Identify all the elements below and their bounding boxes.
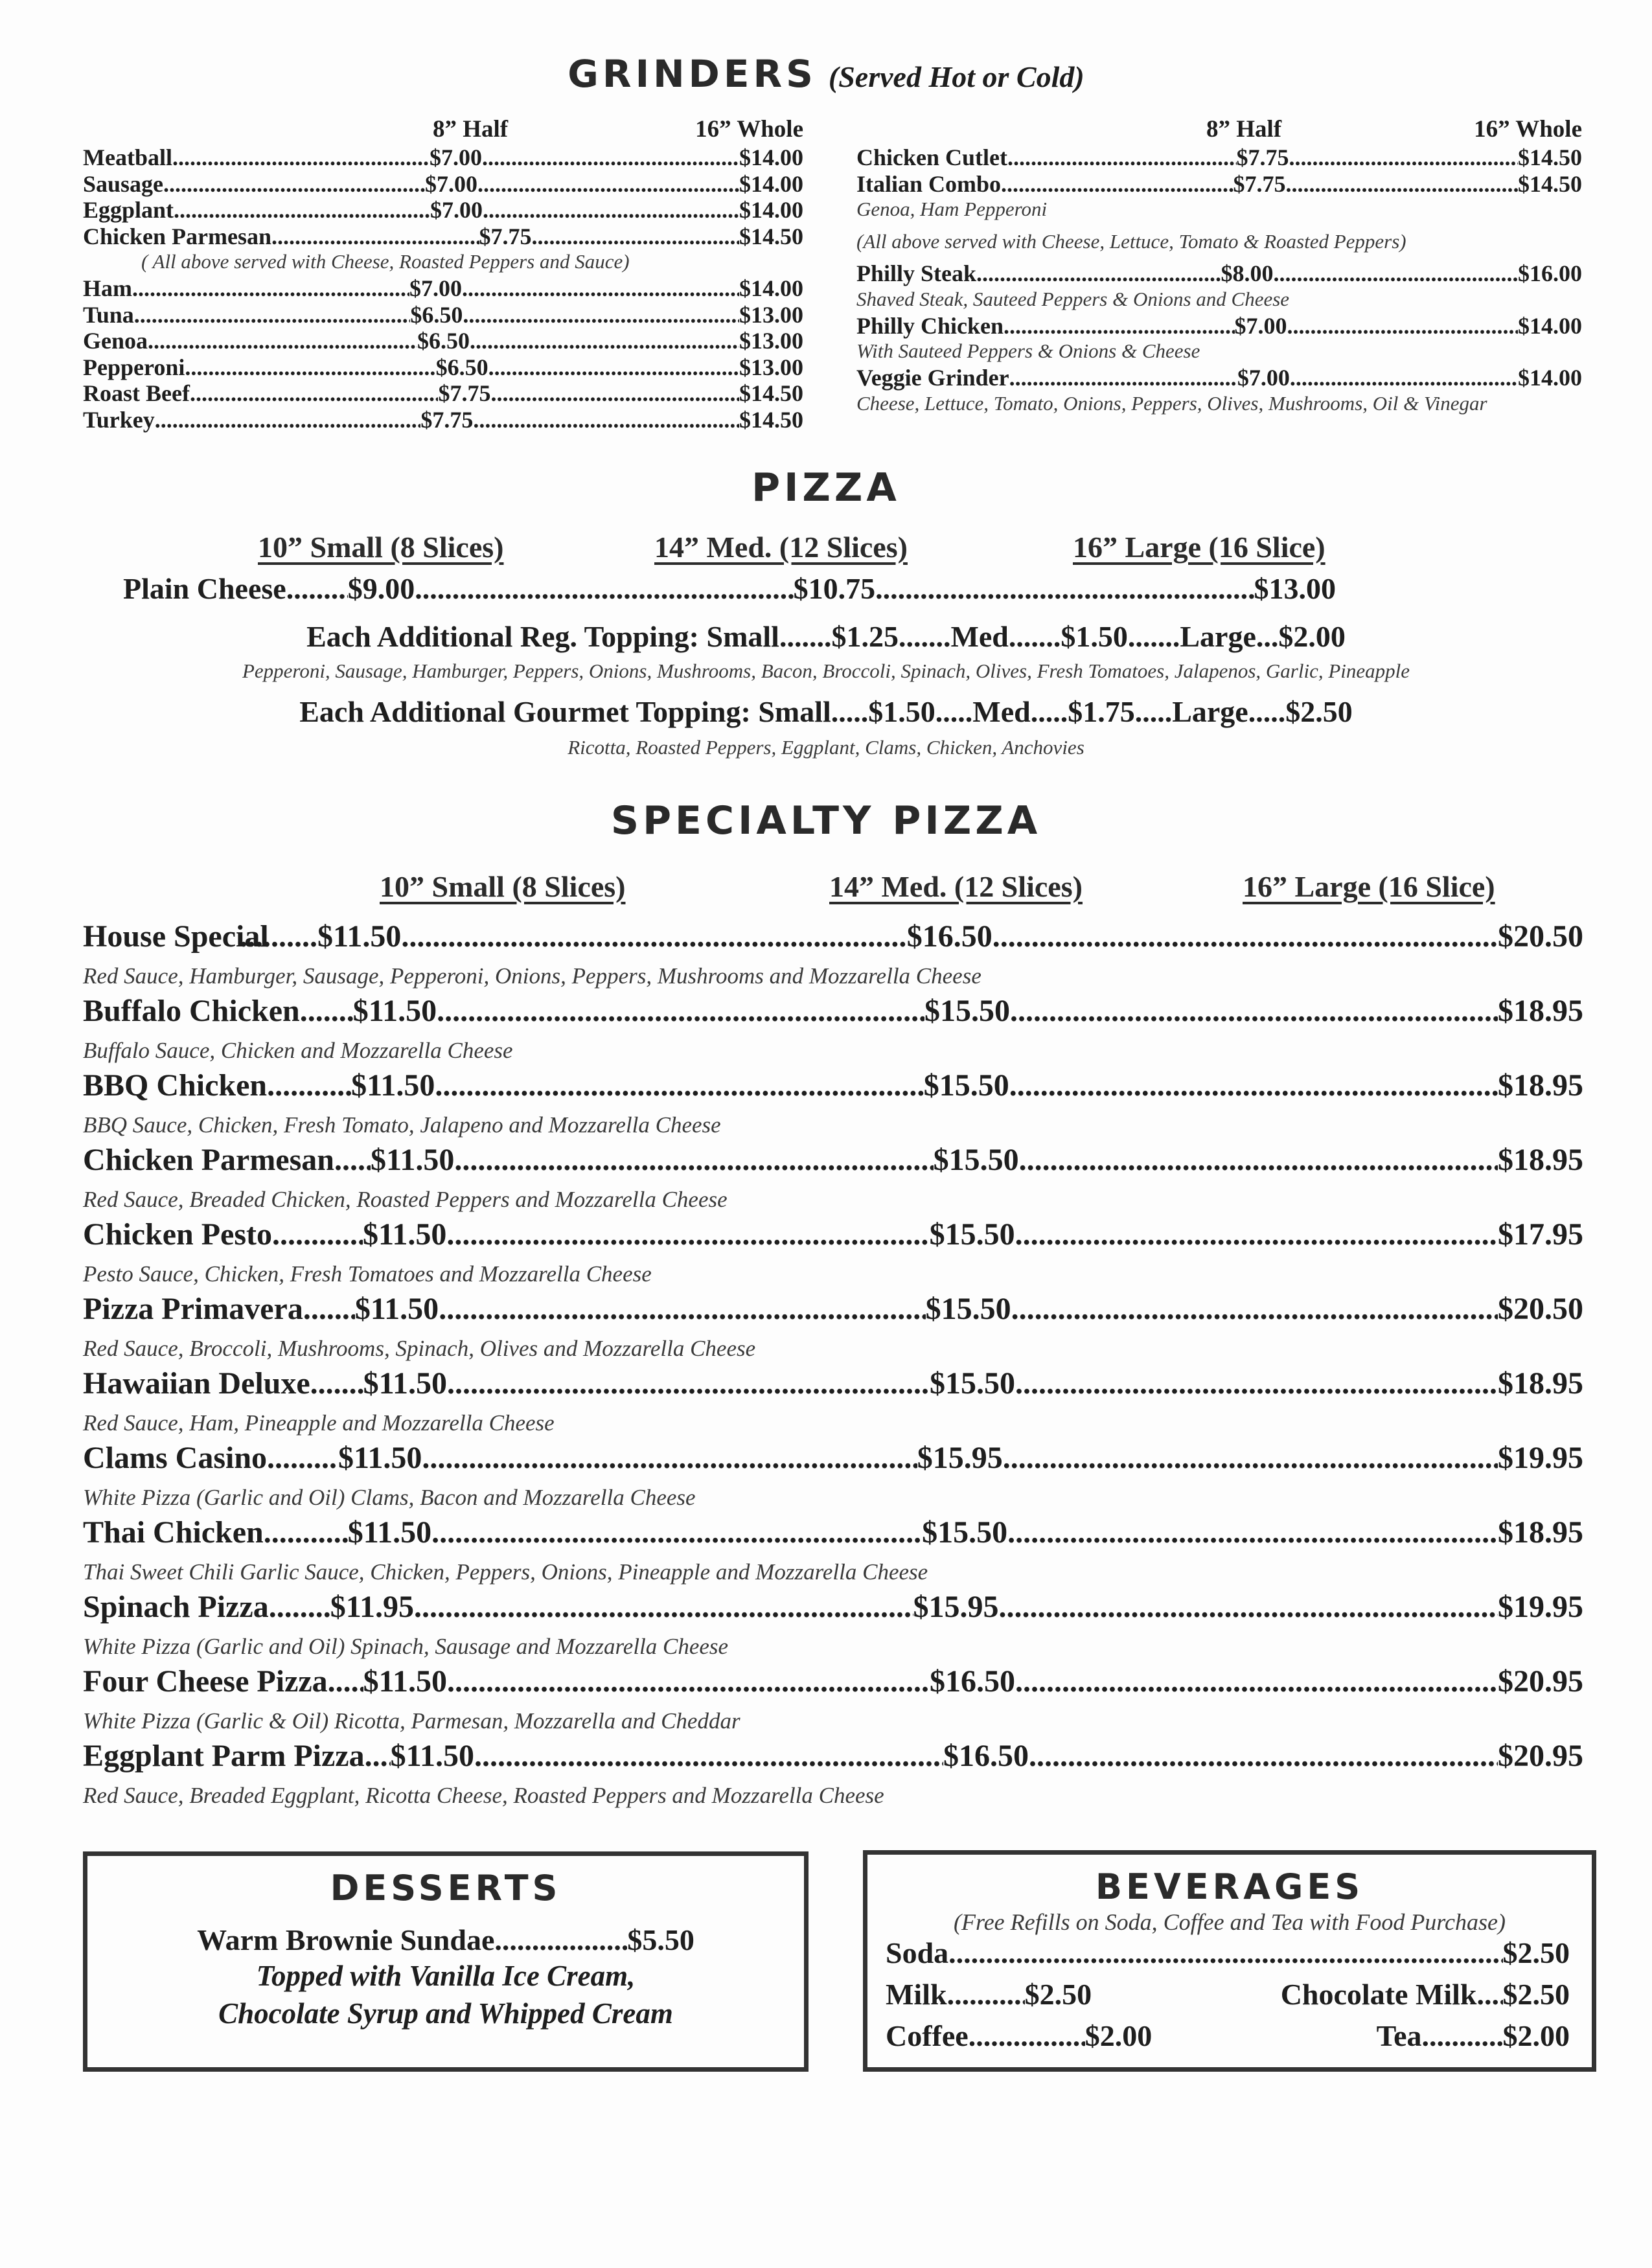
menu-item: Philly Steak ..... $8.00 ..... $16.00: [856, 260, 1582, 286]
item-description: White Pizza (Garlic and Oil) Spinach, Sausage and Mozzarella Cheese: [83, 1634, 729, 1659]
menu-item: Genoa ..... $6.50 ..... $13.00: [83, 327, 803, 354]
item-description: Red Sauce, Breaded Chicken, Roasted Peppers and Mozzarella Cheese: [83, 1187, 728, 1212]
item-description: With Sauteed Peppers & Onions & Cheese: [856, 339, 1200, 362]
whole-header: 16” Whole: [1474, 116, 1582, 143]
menu-item: Veggie Grinder ..... $7.00 ..... $14.00: [856, 364, 1582, 391]
dessert-item: Warm Brownie Sundae ..... $5.50: [87, 1923, 804, 1957]
item-description: Genoa, Ham Pepperoni: [856, 198, 1048, 220]
item-description: Shaved Steak, Sauteed Peppers & Onions and Cheese: [856, 287, 1290, 310]
menu-item: Italian Combo ..... $7.75 ..... $14.50: [856, 170, 1582, 197]
item-description: White Pizza (Garlic & Oil) Ricotta, Parmesan, Mozzarella and Cheddar: [83, 1708, 740, 1734]
item-description: Red Sauce, Hamburger, Sausage, Pepperoni, Onions, Peppers, Mushrooms and Mozzarella Cheese: [83, 963, 981, 989]
grinders-subtitle: (Served Hot or Cold): [828, 60, 1084, 93]
menu-item: Eggplant ..... $7.00 ..... $14.00: [83, 196, 803, 223]
list-item: Buffalo Chicken ..... $11.50 ..... $15.50 ..... $18.95 Buffalo Sauce, Chicken and Mozzarella Cheese: [83, 993, 1583, 1068]
item-description: Red Sauce, Breaded Eggplant, Ricotta Cheese, Roasted Peppers and Mozzarella Cheese: [83, 1783, 884, 1808]
dessert-note-line2: Chocolate Syrup and Whipped Cream: [218, 1997, 673, 2030]
grinders-title: GRINDERS: [568, 52, 817, 96]
whole-header: 16” Whole: [695, 116, 803, 143]
list-item: Four Cheese Pizza ..... $11.50 ..... $16.50 ..... $20.95 White Pizza (Garlic & Oil) Ricotta, Parmesan, Mozzarella and Cheddar: [83, 1664, 1583, 1738]
menu-item: Roast Beef ..... $7.75 ..... $14.50: [83, 380, 803, 406]
list-item: Hawaiian Deluxe ..... $11.50 ..... $15.50 ..... $18.95 Red Sauce, Ham, Pineapple and Mozzarella Cheese: [83, 1366, 1583, 1440]
list-item: Eggplant Parm Pizza ..... $11.50 ..... $16.50 ..... $20.95 Red Sauce, Breaded Eggplant, Ricotta Cheese, Roasted Peppers and Mozzarella Cheese: [83, 1738, 1583, 1813]
size-small: 10” Small (8 Slices): [258, 531, 504, 564]
item-description: Pesto Sauce, Chicken, Fresh Tomatoes and Mozzarella Cheese: [83, 1261, 652, 1287]
dessert-note-line1: Topped with Vanilla Ice Cream,: [256, 1960, 636, 1992]
list-item: House Special ..... $11.50 ..... $16.50 ..... $20.50 Red Sauce, Hamburger, Sausage, Pepperoni, Onions, Peppers, Mushrooms and Mozzarella Cheese: [83, 919, 1583, 993]
menu-item: Chicken Cutlet ..... $7.75 ..... $14.50: [856, 144, 1582, 170]
item-description: Cheese, Lettuce, Tomato, Onions, Peppers, Olives, Mushrooms, Oil & Vinegar: [856, 391, 1487, 415]
desserts-title: DESSERTS: [330, 1868, 562, 1908]
gourmet-topping-prices: Each Additional Gourmet Topping: Small.....$1.50.....Med.....$1.75.....Large.....$2.50: [299, 695, 1353, 728]
plain-cheese-row: Plain Cheese ..... $9.00 ..... $10.75 ..... $13.00: [123, 571, 1336, 606]
item-description: Buffalo Sauce, Chicken and Mozzarella Cheese: [83, 1038, 513, 1063]
pizza-title: PIZZA: [751, 465, 901, 510]
grinders-right-header: [856, 115, 1582, 144]
half-header: 8” Half: [1206, 116, 1282, 143]
specialty-pizza-list: [83, 919, 1583, 1813]
list-item: BBQ Chicken ..... $11.50 ..... $15.50 ..... $18.95 BBQ Sauce, Chicken, Fresh Tomato, Jalapeno and Mozzarella Cheese: [83, 1068, 1583, 1142]
beverages-box: [863, 1850, 1596, 2072]
specialty-size-headers: [0, 869, 1652, 908]
specialty-pizza-title: SPECIALTY PIZZA: [610, 798, 1042, 843]
grinders-right-column: [856, 115, 1582, 417]
grinders-left-header: [83, 115, 803, 144]
item-description: Thai Sweet Chili Garlic Sauce, Chicken, Peppers, Onions, Pineapple and Mozzarella Cheese: [83, 1559, 928, 1585]
half-header: 8” Half: [433, 116, 509, 143]
menu-item: Chicken Parmesan ..... $7.75 ..... $14.50: [83, 223, 803, 249]
size-medium: 14” Med. (12 Slices): [829, 870, 1083, 903]
item-description: Red Sauce, Broccoli, Mushrooms, Spinach, Olives and Mozzarella Cheese: [83, 1336, 756, 1361]
list-item: Chicken Parmesan ..... $11.50 ..... $15.50 ..... $18.95 Red Sauce, Breaded Chicken, Roasted Peppers and Mozzarella Cheese: [83, 1142, 1583, 1217]
grinders-heading: [0, 52, 1652, 96]
menu-item: Meatball ..... $7.00 ..... $14.00: [83, 144, 803, 170]
refill-note: (Free Refills on Soda, Coffee and Tea with Food Purchase): [954, 1909, 1506, 1935]
size-small: 10” Small (8 Slices): [380, 870, 626, 903]
list-item: Clams Casino ..... $11.50 ..... $15.95 ..... $19.95 White Pizza (Garlic and Oil) Clams, Bacon and Mozzarella Cheese: [83, 1440, 1583, 1515]
regular-topping-list: Pepperoni, Sausage, Hamburger, Peppers, Onions, Mushrooms, Bacon, Broccoli, Spinach, Olives, Fresh Tomatoes, Jalapenos, Garlic, Pineapple: [242, 659, 1410, 682]
regular-topping-prices: Each Additional Reg. Topping: Small.......$1.25.......Med.......$1.50.......Large...$2.00: [306, 620, 1346, 653]
list-item: Thai Chicken ..... $11.50 ..... $15.50 ..... $18.95 Thai Sweet Chili Garlic Sauce, Chicken, Peppers, Onions, Pineapple and Mozzarella Cheese: [83, 1515, 1583, 1589]
size-medium: 14” Med. (12 Slices): [654, 531, 908, 564]
gourmet-topping-list: Ricotta, Roasted Peppers, Eggplant, Clams, Chicken, Anchovies: [568, 736, 1084, 759]
menu-item: Philly Chicken ..... $7.00 ..... $14.00: [856, 312, 1582, 339]
size-large: 16” Large (16 Slice): [1073, 531, 1325, 564]
size-large: 16” Large (16 Slice): [1243, 870, 1495, 903]
grinders-left-column: [83, 115, 803, 432]
list-item: Spinach Pizza ..... $11.95 ..... $15.95 ..... $19.95 White Pizza (Garlic and Oil) Spinach, Sausage and Mozzarella Cheese: [83, 1589, 1583, 1664]
item-description: BBQ Sauce, Chicken, Fresh Tomato, Jalapeno and Mozzarella Cheese: [83, 1112, 721, 1138]
beverages-title: BEVERAGES: [1095, 1866, 1364, 1907]
list-item: Pizza Primavera ..... $11.50 ..... $15.50 ..... $20.50 Red Sauce, Broccoli, Mushrooms, Spinach, Olives and Mozzarella Cheese: [83, 1291, 1583, 1366]
item-description: Red Sauce, Ham, Pineapple and Mozzarella Cheese: [83, 1410, 555, 1436]
beverage-item-coffee: Coffee ..... $2.00 Tea ..... $2.00: [867, 2019, 1592, 2060]
item-description: White Pizza (Garlic and Oil) Clams, Bacon and Mozzarella Cheese: [83, 1485, 696, 1510]
menu-item: Tuna ..... $6.50 ..... $13.00: [83, 301, 803, 328]
beverage-item-soda: Soda ..... $2.50: [867, 1936, 1592, 1977]
list-item: Chicken Pesto ..... $11.50 ..... $15.50 ..... $17.95 Pesto Sauce, Chicken, Fresh Tomatoes and Mozzarella Cheese: [83, 1217, 1583, 1291]
menu-item: Ham ..... $7.00 ..... $14.00: [83, 275, 803, 301]
grinders-right-note: (All above served with Cheese, Lettuce, Tomato & Roasted Peppers): [856, 230, 1406, 253]
desserts-box: [83, 1851, 809, 2072]
beverage-item-milk: Milk ..... $2.50 Chocolate Milk ..... $2.50: [867, 1977, 1592, 2019]
menu-item: Turkey ..... $7.75 ..... $14.50: [83, 406, 803, 433]
menu-item: Pepperoni ..... $6.50 ..... $13.00: [83, 354, 803, 380]
pizza-size-headers: [0, 530, 1652, 569]
menu-item: Sausage ..... $7.00 ..... $14.00: [83, 170, 803, 197]
grinders-left-note: ( All above served with Cheese, Roasted Peppers and Sauce): [141, 250, 630, 273]
